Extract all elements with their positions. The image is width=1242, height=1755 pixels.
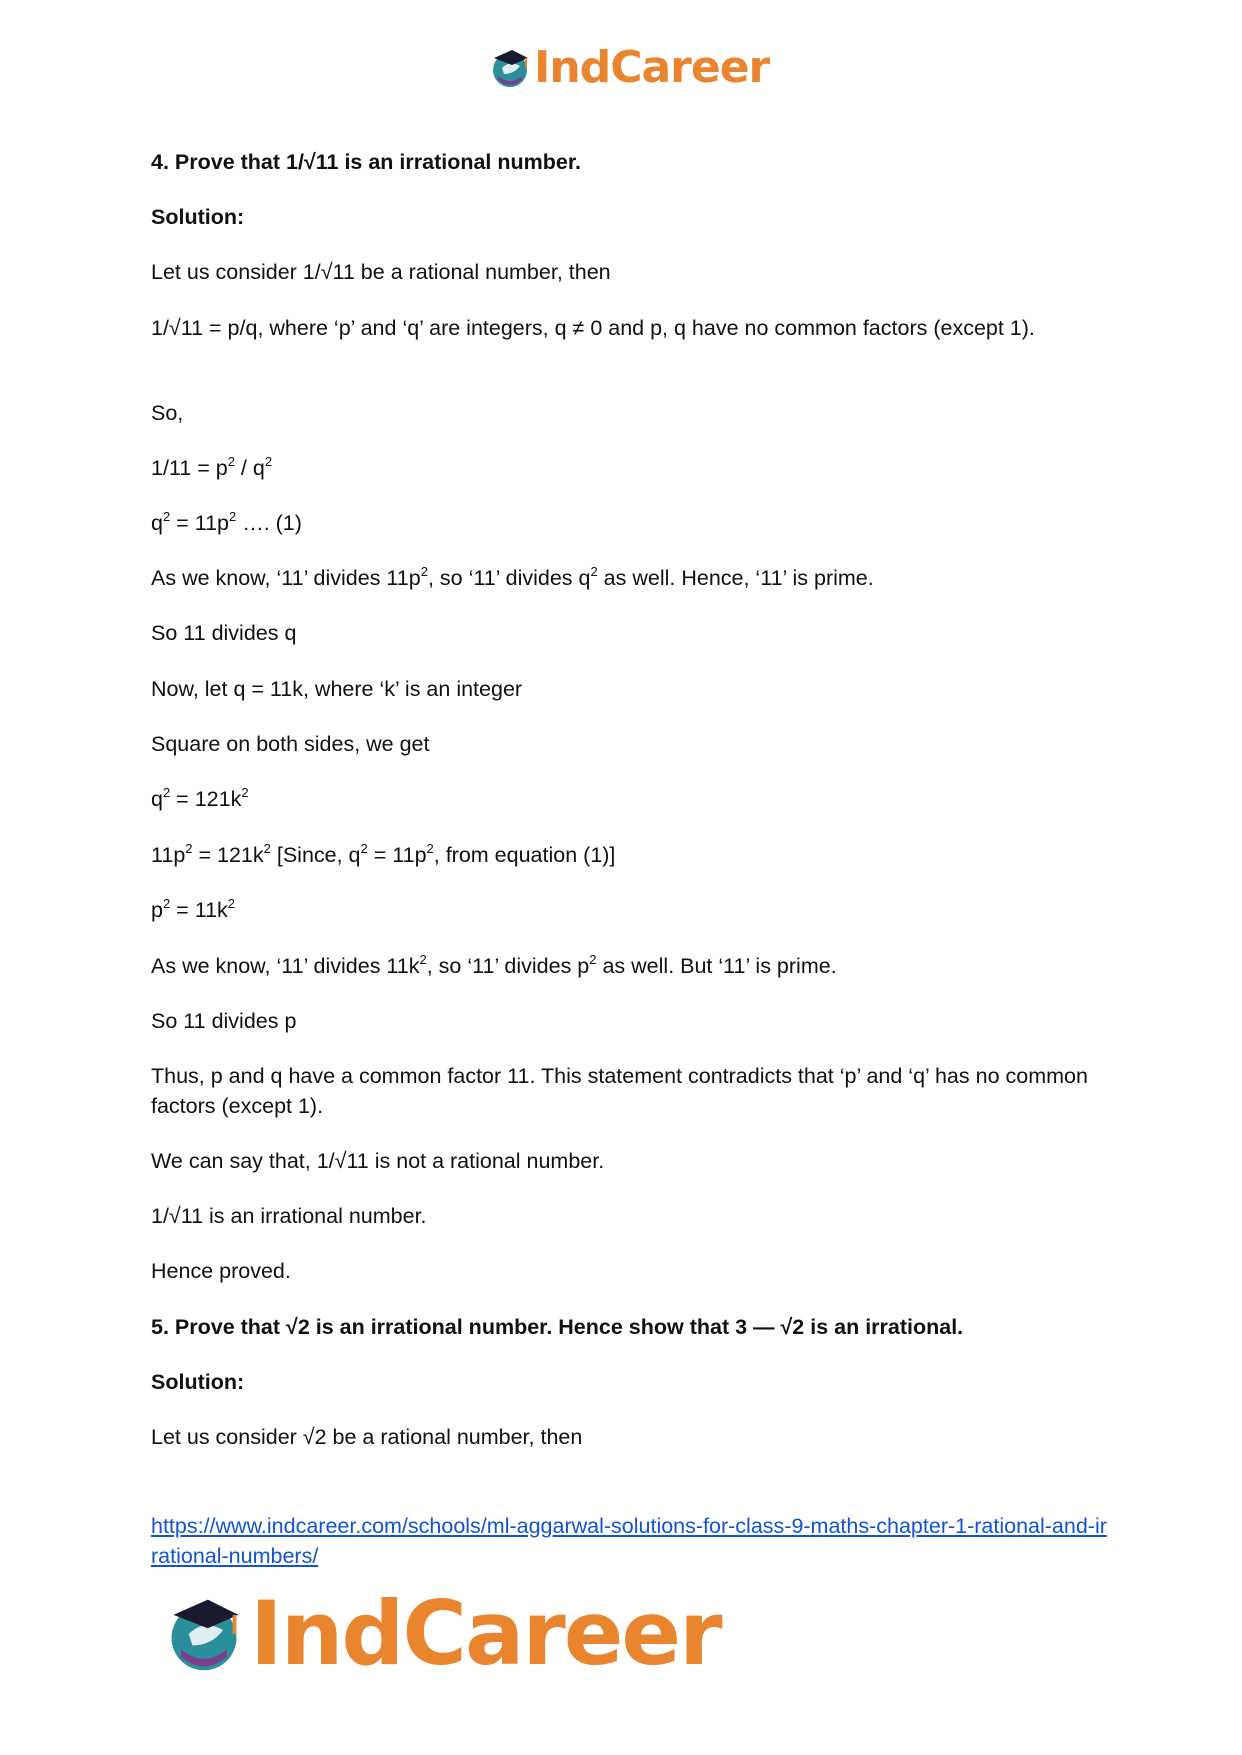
equation-text: = 121k bbox=[192, 843, 264, 867]
equation-text: [Since, q bbox=[270, 843, 361, 867]
superscript: 2 bbox=[360, 840, 368, 856]
text-run: As we know, ‘11’ divides 11k bbox=[151, 954, 420, 978]
equation-text: …. (1) bbox=[236, 511, 302, 535]
footer-logo bbox=[162, 1582, 721, 1685]
superscript: 2 bbox=[420, 563, 428, 579]
paragraph: So 11 divides q bbox=[151, 621, 297, 645]
equation-text: p bbox=[151, 898, 163, 922]
paragraph: We can say that, 1/√11 is not a rational number. bbox=[151, 1149, 605, 1173]
superscript: 2 bbox=[227, 453, 235, 469]
equation bbox=[151, 895, 1091, 925]
logo-wordmark: IndCareer bbox=[250, 1582, 721, 1685]
solution-label: Solution: bbox=[151, 205, 245, 229]
equation-text: = 11p bbox=[170, 511, 229, 535]
logo-wordmark: IndCareer bbox=[534, 42, 770, 93]
paragraph: 1/√11 is an irrational number. bbox=[151, 1204, 427, 1228]
text-run: as well. But ‘11’ is prime. bbox=[596, 954, 837, 978]
graduation-globe-icon bbox=[488, 46, 532, 90]
equation-text: , from equation (1)] bbox=[433, 843, 616, 867]
superscript: 2 bbox=[162, 508, 171, 524]
equation-text: / q bbox=[234, 456, 265, 480]
superscript: 2 bbox=[426, 840, 434, 856]
equation-text: 11p bbox=[151, 843, 186, 867]
superscript: 2 bbox=[590, 563, 598, 579]
equation-text: = 121k bbox=[170, 787, 242, 811]
superscript: 2 bbox=[227, 895, 236, 911]
paragraph: 1/√11 = p/q, where ‘p’ and ‘q’ are integers, q ≠ 0 and p, q have no common factors (except 1). bbox=[151, 316, 1035, 340]
text-run: , so ‘11’ divides q bbox=[427, 566, 591, 590]
text-run: as well. Hence, ‘11’ is prime. bbox=[597, 566, 874, 590]
paragraph: Hence proved. bbox=[151, 1259, 291, 1283]
superscript: 2 bbox=[241, 784, 249, 800]
superscript: 2 bbox=[589, 951, 597, 967]
equation bbox=[151, 784, 1091, 814]
source-url-link[interactable]: https://www.indcareer.com/schools/ml-aggarwal-solutions-for-class-9-maths-chapter-1-rational-and-irrational-numbers/ bbox=[151, 1514, 1107, 1568]
paragraph: Let us consider 1/√11 be a rational number, then bbox=[151, 260, 611, 284]
text-run: , so ‘11’ divides p bbox=[426, 954, 590, 978]
equation-text: 1/11 = p bbox=[151, 456, 228, 480]
header-logo bbox=[488, 42, 769, 93]
superscript: 2 bbox=[263, 840, 271, 856]
equation-text: q bbox=[151, 511, 163, 535]
superscript: 2 bbox=[162, 895, 171, 911]
superscript: 2 bbox=[264, 453, 273, 469]
superscript: 2 bbox=[228, 508, 237, 524]
text-run: As we know, ‘11’ divides 11p bbox=[151, 566, 421, 590]
superscript: 2 bbox=[185, 840, 193, 856]
paragraph: So, bbox=[151, 401, 184, 425]
equation-text: = 11k bbox=[170, 898, 228, 922]
paragraph: Thus, p and q have a common factor 11. This statement contradicts that ‘p’ and ‘q’ has no common factors (except 1). bbox=[151, 1064, 1088, 1118]
graduation-globe-icon bbox=[162, 1592, 246, 1676]
equation-text: = 11p bbox=[367, 843, 427, 867]
question-4-heading: 4. Prove that 1/√11 is an irrational number. bbox=[151, 150, 582, 174]
paragraph: Square on both sides, we get bbox=[151, 732, 430, 756]
paragraph: Let us consider √2 be a rational number, then bbox=[151, 1425, 583, 1449]
equation bbox=[151, 453, 1091, 483]
paragraph: Now, let q = 11k, where ‘k’ is an integer bbox=[151, 677, 523, 701]
paragraph bbox=[151, 951, 1091, 981]
solution-label: Solution: bbox=[151, 1370, 245, 1394]
equation bbox=[151, 840, 1091, 870]
superscript: 2 bbox=[419, 951, 427, 967]
equation bbox=[151, 508, 1091, 538]
paragraph: So 11 divides p bbox=[151, 1009, 297, 1033]
paragraph bbox=[151, 563, 1091, 593]
question-5-heading: 5. Prove that √2 is an irrational number. Hence show that 3 — √2 is an irrational. bbox=[151, 1315, 964, 1339]
superscript: 2 bbox=[162, 784, 171, 800]
equation-text: q bbox=[151, 787, 163, 811]
